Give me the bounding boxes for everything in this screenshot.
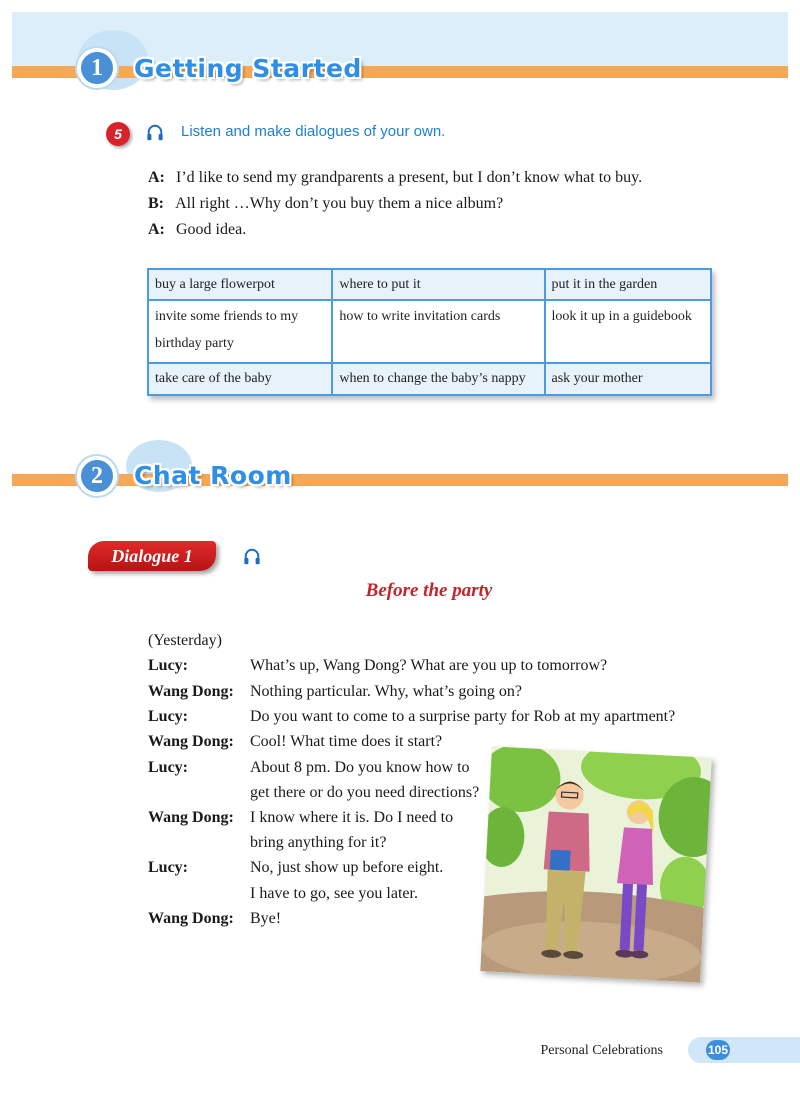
line-text: Nothing particular. Why, what’s going on? — [250, 683, 522, 700]
dialogue-line — [148, 220, 246, 240]
section-number-badge: 1 — [77, 48, 117, 88]
table-row — [148, 269, 711, 300]
table-cell: how to write invitation cards — [332, 300, 544, 363]
dialogue-label: Dialogue 1 — [88, 541, 216, 571]
unit-title: Personal Celebrations — [540, 1043, 663, 1058]
activity-instruction: Listen and make dialogues of your own. — [181, 123, 446, 140]
line-text: No, just show up before eight. — [250, 859, 444, 876]
speaker-label: Lucy: — [148, 859, 188, 876]
table-row — [148, 363, 711, 395]
page-number-band — [688, 1037, 800, 1063]
dialogue-title: Before the party — [365, 580, 493, 601]
headphones-icon — [146, 124, 164, 142]
line-text: Cool! What time does it start? — [250, 733, 443, 750]
speaker-label: A: — [148, 221, 165, 238]
section-divider — [12, 474, 788, 486]
line-text: Good idea. — [176, 221, 247, 238]
speaker-label: Wang Dong: — [148, 733, 234, 750]
line-text: Do you want to come to a surprise party for Rob at my apartment? — [250, 708, 676, 725]
line-text: All right …Why don’t you buy them a nice album? — [175, 195, 504, 212]
table-cell: look it up in a guidebook — [545, 300, 711, 363]
speaker-label: B: — [148, 195, 164, 212]
speaker-label: Wang Dong: — [148, 910, 234, 927]
line-text: get there or do you need directions? — [250, 784, 480, 801]
activity-number-badge: 5 — [106, 122, 130, 146]
page-number: 105 — [706, 1040, 730, 1060]
line-text: What’s up, Wang Dong? What are you up to tomorrow? — [250, 657, 608, 674]
line-text: bring anything for it? — [250, 834, 387, 851]
table-row — [148, 300, 711, 363]
two-students-illustration — [480, 746, 711, 982]
line-text: Bye! — [250, 910, 282, 927]
line-text: About 8 pm. Do you know how to — [250, 759, 470, 776]
dialogue-line — [148, 168, 642, 188]
section-number-badge: 2 — [77, 456, 117, 496]
speaker-label: A: — [148, 169, 165, 186]
substitution-table — [147, 268, 712, 396]
table-cell: when to change the baby’s nappy — [332, 363, 544, 395]
speaker-label: Wang Dong: — [148, 683, 234, 700]
time-note: (Yesterday) — [148, 632, 222, 649]
illustration — [480, 746, 711, 982]
table-cell: take care of the baby — [148, 363, 332, 395]
table-cell: ask your mother — [545, 363, 711, 395]
line-text: I know where it is. Do I need to — [250, 809, 454, 826]
table-cell: buy a large flowerpot — [148, 269, 332, 300]
section-divider — [12, 66, 788, 78]
section-title: Getting Started — [134, 54, 362, 83]
speaker-label: Lucy: — [148, 708, 188, 725]
dialogue-line — [148, 194, 503, 214]
speaker-label: Lucy: — [148, 657, 188, 674]
table-cell: invite some friends to my birthday party — [148, 300, 332, 363]
speaker-label: Lucy: — [148, 759, 188, 776]
table-cell: where to put it — [332, 269, 544, 300]
speaker-label: Wang Dong: — [148, 809, 234, 826]
line-text: I have to go, see you later. — [250, 885, 418, 902]
line-text: I’d like to send my grandparents a present, but I don’t know what to buy. — [176, 169, 643, 186]
table-cell: put it in the garden — [545, 269, 711, 300]
section-title: Chat Room — [134, 461, 292, 490]
headphones-icon — [243, 548, 261, 566]
